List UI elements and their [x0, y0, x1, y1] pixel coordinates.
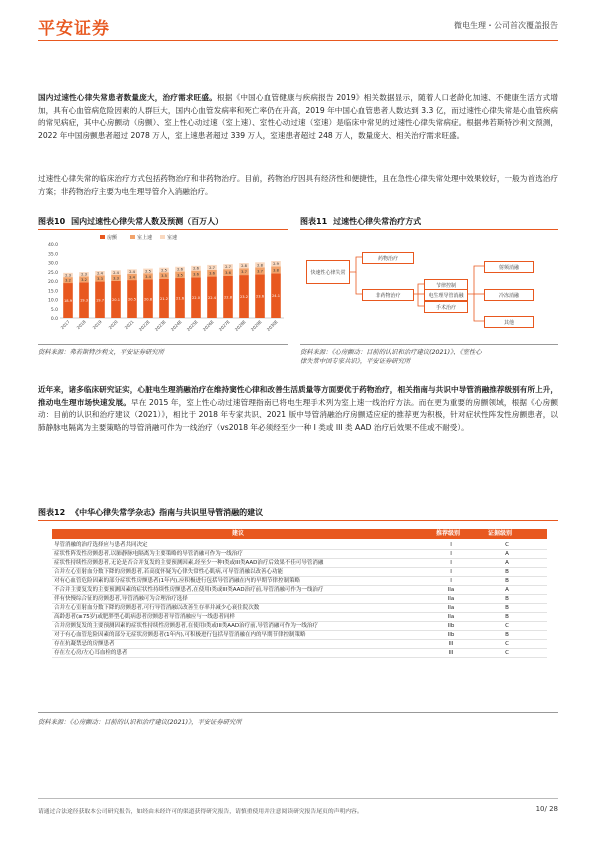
row-recommendation: 存在左心房/左心耳血栓的患者	[54, 650, 128, 656]
bar-value-label: 2.6	[177, 267, 183, 272]
bar-value-label: 3.7	[241, 270, 247, 275]
y-tick-label: 30.0	[47, 261, 58, 267]
row-evidence-level: B	[505, 569, 509, 575]
row-recommend-level: I	[450, 551, 452, 557]
bar-value-label: 3.3	[97, 277, 103, 282]
figure-11-number: 图表11	[300, 217, 328, 226]
figure-10-source: 资料来源：弗若斯特沙利文，平安证券研究所	[38, 349, 164, 356]
col-recommendation: 建议	[232, 530, 245, 537]
bar-value-label: 18.9	[63, 299, 73, 304]
node-root: 快速性心律失常	[306, 260, 350, 284]
row-recommend-level: IIa	[447, 587, 455, 593]
table-row	[52, 631, 547, 640]
row-recommendation: 合并左心室射血分数下降的房颤患者,若高度怀疑为心律失常性心肌病,可导管消融以改善心功能	[54, 569, 283, 575]
row-recommend-level: III	[448, 641, 454, 647]
bar-value-label: 19.3	[79, 298, 89, 303]
bar-value-label: 3.3	[113, 276, 119, 281]
row-recommend-level: I	[450, 560, 452, 566]
row-recommend-level: IIb	[447, 632, 455, 638]
row-recommend-level: IIb	[447, 623, 455, 629]
figure-10-number: 图表10	[38, 217, 66, 226]
y-tick-label: 5.0	[50, 307, 58, 313]
table-row	[52, 541, 547, 550]
figure-10-title	[38, 216, 223, 227]
col-evidence-level: 证据级别	[488, 530, 513, 537]
bar-value-label: 2.8	[241, 264, 247, 269]
bar-value-label: 3.6	[225, 270, 231, 275]
figure-10-caption: 国内过速性心律失常人数及预测（百万人）	[71, 217, 224, 226]
node-rf-ablation: 射频消融	[484, 261, 534, 273]
table-row	[52, 586, 547, 595]
row-recommendation: 导管消融的治疗选择应与患者共同决定	[54, 542, 148, 548]
row-recommendation: 不合并主要复发的主要预测因素的症状性持续性房颤患者,在使用I类或III类AAD治疗前,导管消融可作为一线治疗	[54, 587, 324, 593]
bar-value-label: 2.8	[257, 263, 263, 268]
page-number: 10/ 28	[535, 805, 558, 813]
row-recommendation: 对有心血管危险因素的部分症状性房颤患者(1年内),应积极进行包括导管消融在内的早期节律控制策略	[54, 578, 301, 584]
bar-value-label: 19.7	[95, 298, 105, 303]
paragraph-2: 过速性心律失常的临床治疗方式包括药物治疗和非药物治疗。目前，药物治疗因具有经济性和便捷性，且在急性心律失常处理中效果较好，一般为首选治疗方案；非药物治疗主要为电生理导管介入消融治疗。	[38, 174, 558, 196]
treatment-flowchart	[300, 232, 558, 342]
x-tick-label: 2026E	[201, 319, 215, 333]
y-tick-label: 10.0	[47, 298, 58, 304]
row-evidence-level: B	[505, 632, 509, 638]
figure-12-source: 资料来源：《心房颤动：目前的认识和治疗建议(2021)》，平安证券研究所	[38, 719, 242, 726]
row-recommendation: 伴有快慢综合征的房颤患者,导管消融可为合理治疗选择	[54, 596, 188, 602]
x-tick-label: 2021	[123, 319, 135, 331]
legend-swatch	[160, 235, 165, 239]
legend-label: 室速	[167, 235, 178, 241]
y-tick-label: 40.0	[47, 243, 58, 248]
x-tick-label: 2024E	[169, 319, 183, 333]
node-other: 其他	[484, 316, 534, 328]
bar-value-label: 22.8	[223, 295, 233, 300]
bar-value-label: 24.1	[271, 294, 281, 299]
table-header	[52, 529, 547, 539]
figure-10-rule	[38, 229, 288, 230]
row-recommendation: 合并左心室射血分数下降的房颤患者,可行导管消融以改善生存率并减少心衰住院次数	[54, 605, 260, 611]
bar-value-label: 2.5	[145, 269, 151, 274]
table-row	[52, 559, 547, 568]
bar-value-label: 3.4	[129, 275, 135, 280]
figure-11-caption: 过速性心律失常治疗方式	[333, 217, 422, 226]
bar-value-label: 3.2	[81, 277, 87, 282]
paragraph-1-body: 根据《中国心血管健康与疾病报告 2019》相关数据显示，随着人口老龄化加速、不健康生活方式增加，具有心血管病危险因素的人群巨大，国内心血管发病率和死亡率仍在升高，2019 年中国心血管患者人数达到 3.3 亿，而过速性心律失常是心血管疾病的常见病症，其中心房颤动（房颤）、室上性心动过速（室上速）、室性心动过速（室速）是临床中常见的过速性心律失常病症。根据弗若斯特沙利文预测，2022 年中国房颤患者超过 2078 万人，室上速患者超过 339 万人，室速患者超过 248 万人，数量庞大、相关治疗需求旺盛。	[38, 93, 559, 140]
bar-value-label: 2.3	[81, 272, 87, 277]
x-tick-label: 2017	[59, 319, 71, 331]
table-row	[52, 568, 547, 577]
row-recommend-level: I	[450, 569, 452, 575]
legend-swatch	[130, 235, 135, 239]
x-tick-label: 2027E	[217, 319, 231, 333]
bar-value-label: 23.6	[255, 294, 265, 299]
bar-value-label: 2.7	[225, 265, 231, 270]
figure-11-bottom-rule	[300, 344, 558, 345]
row-recommendation: 症状性持续性房颤患者,无论是否合并复发的主要预测因素,经至少一种I类或III类AAD治疗后效果不佳可导管消融	[54, 560, 324, 566]
table-row	[52, 622, 547, 631]
bar-value-label: 3.5	[177, 273, 183, 278]
row-evidence-level: A	[505, 551, 509, 557]
bar-value-label: 3.5	[161, 274, 167, 279]
row-recommendation: 症状性阵发性房颤患者,以肺静脉电隔离为主要策略的导管消融可作为一线治疗	[54, 551, 243, 557]
paragraph-1-lead: 国内过速性心律失常患者数量庞大，治疗需求旺盛。	[38, 93, 217, 102]
row-recommendation: 高龄患者(≥75岁)或肥胖型心肌病患者房颤患者导管消融应与一线患者同样	[54, 614, 235, 620]
legend-label: 房颤	[107, 235, 118, 241]
row-recommend-level: IIa	[447, 614, 455, 620]
bar-value-label: 23.2	[239, 295, 249, 300]
row-recommend-level: IIa	[447, 596, 455, 602]
bar-value-label: 20.8	[143, 297, 153, 302]
bar-value-label: 21.6	[175, 296, 185, 301]
paragraph-3	[38, 384, 558, 434]
row-evidence-level: A	[505, 587, 509, 593]
figure-11-title	[300, 216, 421, 227]
paragraph-3-lead: 近年来，诸多临床研究证实，心脏电生理消融治疗在维持窦性心律和改善生活质量等方面要优于药物治疗，相关指南与共识中导管消融推荐级别有所上升，推动电生理市场快速发展。	[38, 385, 558, 407]
figure-12-bottom-rule	[38, 712, 558, 713]
node-cryo-ablation: 冷冻消融	[484, 289, 534, 301]
row-recommendation: 存在抗凝禁忌的房颤患者	[54, 641, 115, 647]
row-evidence-level: A	[505, 560, 509, 566]
table-row	[52, 649, 547, 658]
y-tick-label: 15.0	[47, 289, 58, 295]
row-recommendation: 对于有心血管危险因素的部分无症状房颤患者(1年内),可积极进行包括导管消融在内的早期节律控制策略	[54, 632, 306, 638]
bar-value-label: 2.7	[209, 265, 215, 270]
x-tick-label: 2018	[75, 319, 87, 331]
footer-divider	[38, 798, 558, 799]
legend-swatch	[100, 235, 105, 239]
x-tick-label: 2020	[107, 319, 119, 331]
x-tick-label: 2030E	[265, 319, 279, 333]
bar-value-label: 2.9	[273, 262, 279, 267]
row-evidence-level: B	[505, 614, 509, 620]
bar-value-label: 3.6	[209, 271, 215, 276]
figure-12-caption: 《中华心律失常学杂志》指南与共识里导管消融的建议	[71, 508, 264, 517]
x-tick-label: 2025E	[185, 319, 199, 333]
row-evidence-level: C	[505, 641, 509, 647]
bar-value-label: 2.3	[65, 273, 71, 278]
bar-value-label: 2.6	[193, 266, 199, 271]
x-tick-label: 2028E	[233, 319, 247, 333]
bar-value-label: 22.4	[207, 295, 217, 300]
figure-12-title	[38, 507, 263, 518]
footer-disclaimer: 请通过合法途径获取本公司研究报告，如经由未经许可的渠道获得研究报告，请慎重使用并注意阅读研究报告尾页的声明内容。	[38, 809, 363, 815]
bar-value-label: 20.1	[111, 297, 121, 302]
y-tick-label: 25.0	[47, 270, 58, 276]
row-recommend-level: I	[450, 542, 452, 548]
row-evidence-level: C	[505, 650, 509, 656]
figure-11-source-1: 资料来源：《心房颤动：目前的认识和治疗建议(2021)》、《室性心	[300, 349, 482, 356]
bar-value-label: 22.0	[191, 296, 201, 301]
row-recommend-level: III	[448, 650, 454, 656]
report-header: 微电生理・公司首次覆盖报告	[454, 21, 558, 30]
bar-value-label: 3.4	[145, 274, 151, 279]
node-drug: 药物治疗	[362, 252, 414, 264]
table-row	[52, 595, 547, 604]
table-row	[52, 577, 547, 586]
bar-value-label: 2.4	[97, 271, 103, 276]
figure-11-source-2: 律失常中国专家共识》，平安证券研究所	[300, 358, 411, 365]
figure-10-bottom-rule	[38, 344, 288, 345]
figure-12-rule	[38, 520, 558, 521]
row-evidence-level: B	[505, 605, 509, 611]
table-row	[52, 640, 547, 649]
y-tick-label: 20.0	[47, 280, 58, 285]
table-row	[52, 613, 547, 622]
bar-value-label: 2.5	[161, 268, 167, 273]
bar-value-label: 3.2	[65, 278, 71, 283]
bar-value-label: 2.4	[113, 270, 119, 275]
node-nondrug: 非药物治疗	[362, 289, 414, 301]
figure-12-number: 图表12	[38, 508, 66, 517]
row-recommend-level: I	[450, 578, 452, 584]
bar-value-label: 21.2	[159, 296, 169, 301]
row-evidence-level: C	[505, 542, 509, 548]
brand-logo: 平安证券	[38, 19, 110, 39]
bar-value-label: 3.6	[193, 272, 199, 277]
bar-value-label: 2.4	[129, 270, 135, 275]
bar-value-label: 20.5	[127, 297, 137, 302]
x-tick-label: 2022E	[137, 319, 151, 333]
x-tick-label: 2029E	[249, 319, 263, 333]
row-evidence-level: C	[505, 623, 509, 629]
legend-label: 室上速	[137, 235, 153, 241]
header-divider	[38, 40, 558, 41]
paragraph-1	[38, 92, 558, 142]
node-rate: 节律控制	[424, 279, 468, 291]
arrhythmia-chart	[38, 232, 288, 340]
table-row	[52, 604, 547, 613]
table-row	[52, 550, 547, 559]
y-tick-label: 0.0	[50, 317, 58, 322]
x-tick-label: 2023E	[153, 319, 167, 333]
figure-11-rule	[300, 229, 558, 230]
row-recommend-level: IIa	[447, 605, 455, 611]
bar-value-label: 3.8	[273, 268, 279, 273]
row-recommendation: 合并房颤复发的主要预测因素的症状性持续性房颤患者,在使用I类或III类AAD治疗前,导管消融可作为一线治疗	[54, 623, 318, 629]
row-evidence-level: B	[505, 596, 509, 602]
y-tick-label: 35.0	[47, 252, 58, 258]
node-surgery: 手术治疗	[424, 301, 468, 313]
row-evidence-level: B	[505, 578, 509, 584]
x-tick-label: 2019	[91, 319, 103, 331]
node-ablation: 电生理导管消融	[424, 289, 468, 301]
col-recommend-level: 推荐级别	[436, 530, 461, 537]
paragraph-3-body: 早在 2015 年，室上性心动过速管理指南已将电生理手术列为室上速一线治疗方法。而在更为重要的房颤领域，根据《心房颤动：目前的认识和治疗建议（2021）》，相比于 2018 年专家共识、2021 版中导管消融治疗房颤适应症的推荐更为积极，针对症状性阵发性房颤患者，以肺静脉电隔离为主要策略的导管消融可作为一线治疗（vs2018 年必须经至少一种 I 类或 III 类 AAD 治疗后效果不佳或不耐受）。	[38, 397, 559, 432]
bar-value-label: 3.7	[257, 269, 263, 274]
